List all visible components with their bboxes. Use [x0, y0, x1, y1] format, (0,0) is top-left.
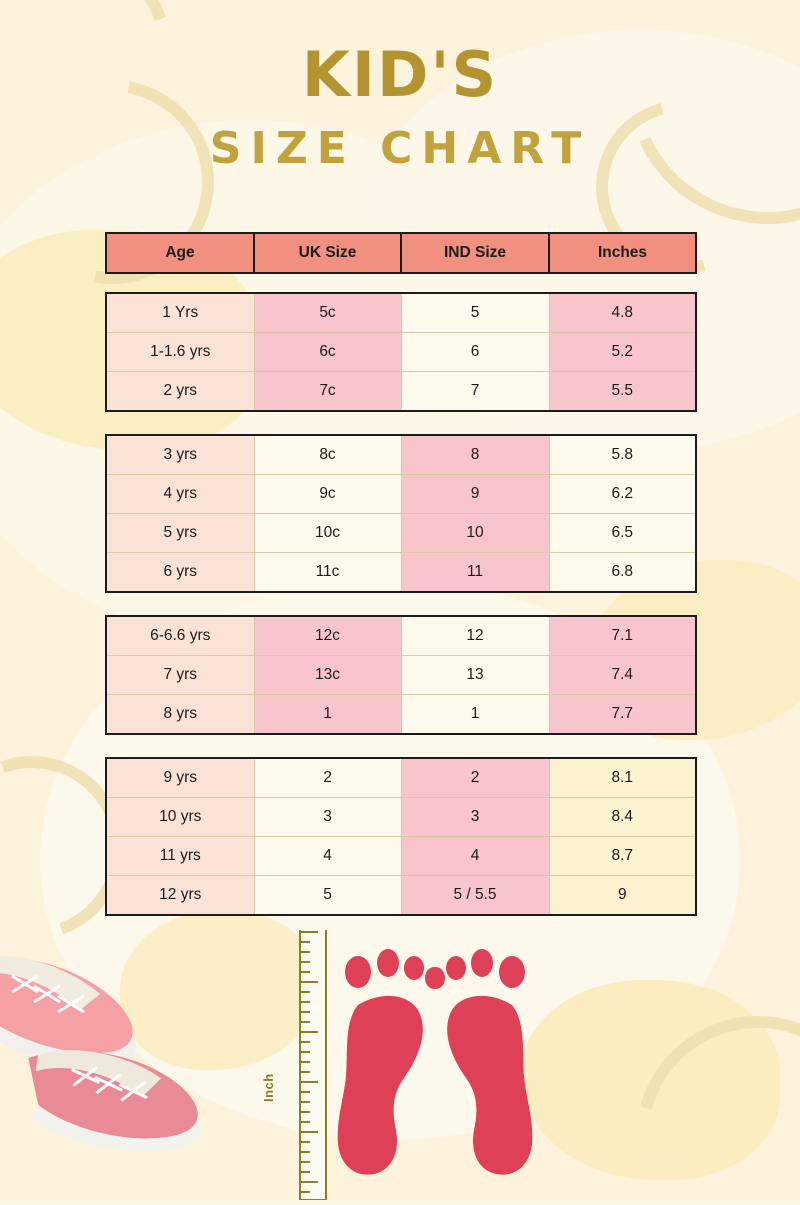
cell-ind-size: 1 — [401, 695, 549, 735]
cell-age: 4 yrs — [106, 475, 254, 514]
cell-age: 3 yrs — [106, 435, 254, 475]
cell-ind-size: 3 — [401, 798, 549, 837]
table-row — [106, 758, 696, 798]
cell-ind-size: 4 — [401, 837, 549, 876]
cell-uk-size: 11c — [254, 553, 401, 593]
size-chart-tables — [105, 232, 695, 938]
table-row — [106, 233, 696, 273]
cell-age: 1-1.6 yrs — [106, 333, 254, 372]
cell-ind-size: 5 — [401, 293, 549, 333]
table-row — [106, 695, 696, 735]
cell-ind-size: 10 — [401, 514, 549, 553]
table-row — [106, 837, 696, 876]
cell-uk-size: 5 — [254, 876, 401, 916]
size-table-group-2 — [105, 434, 697, 593]
cell-inches: 6.2 — [549, 475, 696, 514]
cell-inches: 7.7 — [549, 695, 696, 735]
page-subtitle: SIZE CHART — [209, 123, 591, 175]
column-header-uk-size: UK Size — [254, 233, 401, 273]
cell-uk-size: 3 — [254, 798, 401, 837]
table-row — [106, 475, 696, 514]
cell-inches: 8.1 — [549, 758, 696, 798]
sneaker-icon — [26, 1037, 205, 1164]
cell-ind-size: 7 — [401, 372, 549, 412]
cell-age: 9 yrs — [106, 758, 254, 798]
cell-uk-size: 7c — [254, 372, 401, 412]
cell-inches: 6.8 — [549, 553, 696, 593]
size-table-group-4 — [105, 757, 697, 916]
cell-uk-size: 12c — [254, 616, 401, 656]
cell-inches: 5.5 — [549, 372, 696, 412]
table-header-row — [105, 232, 697, 274]
table-row — [106, 553, 696, 593]
cell-ind-size: 6 — [401, 333, 549, 372]
cell-age: 6-6.6 yrs — [106, 616, 254, 656]
table-row — [106, 293, 696, 333]
cell-ind-size: 9 — [401, 475, 549, 514]
cell-ind-size: 13 — [401, 656, 549, 695]
cell-uk-size: 5c — [254, 293, 401, 333]
cell-inches: 8.7 — [549, 837, 696, 876]
cell-age: 5 yrs — [106, 514, 254, 553]
cell-age: 10 yrs — [106, 798, 254, 837]
cell-uk-size: 13c — [254, 656, 401, 695]
table-row — [106, 333, 696, 372]
table-row — [106, 876, 696, 916]
cell-uk-size: 10c — [254, 514, 401, 553]
footprints-icon — [338, 949, 533, 1175]
cell-inches: 4.8 — [549, 293, 696, 333]
cell-uk-size: 8c — [254, 435, 401, 475]
cell-age: 12 yrs — [106, 876, 254, 916]
page-title: KID'S — [301, 38, 499, 111]
table-row — [106, 656, 696, 695]
cell-ind-size: 12 — [401, 616, 549, 656]
cell-inches: 9 — [549, 876, 696, 916]
chart-header — [0, 38, 800, 175]
cell-age: 1 Yrs — [106, 293, 254, 333]
table-row — [106, 435, 696, 475]
cell-inches: 7.1 — [549, 616, 696, 656]
cell-inches: 5.2 — [549, 333, 696, 372]
ruler-label: Inch — [261, 1073, 276, 1102]
table-row — [106, 372, 696, 412]
cell-ind-size: 5 / 5.5 — [401, 876, 549, 916]
cell-uk-size: 2 — [254, 758, 401, 798]
cell-uk-size: 6c — [254, 333, 401, 372]
size-table-group-3 — [105, 615, 697, 735]
column-header-age: Age — [106, 233, 254, 273]
cell-inches: 7.4 — [549, 656, 696, 695]
sneaker-icon — [0, 956, 136, 1066]
cell-age: 7 yrs — [106, 656, 254, 695]
bottom-illustration — [0, 930, 800, 1200]
table-row — [106, 514, 696, 553]
cell-age: 2 yrs — [106, 372, 254, 412]
cell-uk-size: 1 — [254, 695, 401, 735]
cell-inches: 5.8 — [549, 435, 696, 475]
column-header-inches: Inches — [549, 233, 696, 273]
cell-age: 11 yrs — [106, 837, 254, 876]
ruler-icon — [300, 930, 326, 1200]
table-row — [106, 798, 696, 837]
cell-inches: 8.4 — [549, 798, 696, 837]
size-table-group-1 — [105, 292, 697, 412]
cell-ind-size: 2 — [401, 758, 549, 798]
cell-age: 6 yrs — [106, 553, 254, 593]
cell-inches: 6.5 — [549, 514, 696, 553]
cell-ind-size: 8 — [401, 435, 549, 475]
cell-uk-size: 9c — [254, 475, 401, 514]
column-header-ind-size: IND Size — [401, 233, 549, 273]
table-row — [106, 616, 696, 656]
cell-ind-size: 11 — [401, 553, 549, 593]
cell-age: 8 yrs — [106, 695, 254, 735]
cell-uk-size: 4 — [254, 837, 401, 876]
